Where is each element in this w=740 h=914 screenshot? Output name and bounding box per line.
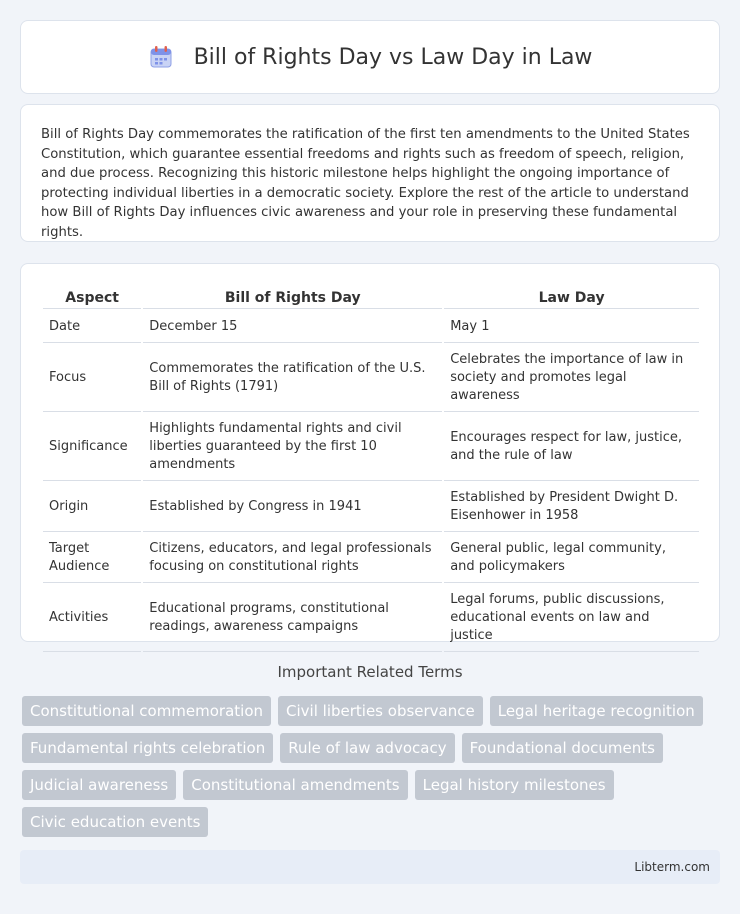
related-term-tag[interactable]: Fundamental rights celebration [22,733,273,763]
table-row [43,414,699,481]
row-bill-of-rights-value: Commemorates the ratification of the U.S. Bill of Rights (1791) [143,345,442,412]
row-law-day-value: Legal forums, public discussions, educational events on law and justice [444,585,699,652]
row-aspect: Origin [43,483,141,532]
footer-brand-link[interactable]: Libterm.com [634,860,710,874]
table-row [43,345,699,412]
related-term-tag[interactable]: Civil liberties observance [278,696,483,726]
comparison-table [41,282,701,654]
intro-card [20,104,720,242]
related-term-tag[interactable]: Judicial awareness [22,770,176,800]
row-aspect: Focus [43,345,141,412]
row-bill-of-rights-value: Highlights fundamental rights and civil liberties guaranteed by the first 10 amendments [143,414,442,481]
row-law-day-value: Established by President Dwight D. Eisenhower in 1958 [444,483,699,532]
related-term-tag[interactable]: Constitutional commemoration [22,696,271,726]
related-terms-list [22,696,722,844]
row-bill-of-rights-value: December 15 [143,311,442,343]
row-aspect: Date [43,311,141,343]
row-aspect: Activities [43,585,141,652]
row-aspect: Target Audience [43,534,141,583]
related-term-tag[interactable]: Legal history milestones [415,770,614,800]
header-bill-of-rights-day: Bill of Rights Day [143,284,442,309]
table-row [43,311,699,343]
related-terms-title: Important Related Terms [277,663,463,681]
table-row [43,483,699,532]
row-law-day-value: Encourages respect for law, justice, and the rule of law [444,414,699,481]
intro-paragraph: Bill of Rights Day commemorates the ratification of the first ten amendments to the United States Constitution, which guarantee essential freedoms and rights such as freedom of speech, religion, and due process. Recognizing this historic milestone helps highlight the ongoing importance of protecting individual liberties in a democratic society. Explore the rest of the article to understand how Bill of Rights Day influences civic awareness and your role in preserving these fundamental rights. [41,127,690,240]
header-aspect: Aspect [43,284,141,309]
related-term-tag[interactable]: Constitutional amendments [183,770,407,800]
related-term-tag[interactable]: Legal heritage recognition [490,696,703,726]
row-law-day-value: May 1 [444,311,699,343]
row-bill-of-rights-value: Established by Congress in 1941 [143,483,442,532]
table-row [43,534,699,583]
row-law-day-value: General public, legal community, and policymakers [444,534,699,583]
related-term-tag[interactable]: Rule of law advocacy [280,733,454,763]
related-term-tag[interactable]: Foundational documents [462,733,663,763]
calendar-icon [148,44,174,70]
row-aspect: Significance [43,414,141,481]
related-term-tag[interactable]: Civic education events [22,807,208,837]
footer [20,850,720,884]
table-header-row [43,284,699,309]
row-law-day-value: Celebrates the importance of law in society and promotes legal awareness [444,345,699,412]
row-bill-of-rights-value: Citizens, educators, and legal professionals focusing on constitutional rights [143,534,442,583]
comparison-card [20,263,720,642]
header-law-day: Law Day [444,284,699,309]
table-row [43,585,699,652]
title-card [20,20,720,94]
row-bill-of-rights-value: Educational programs, constitutional readings, awareness campaigns [143,585,442,652]
page-title: Bill of Rights Day vs Law Day in Law [193,44,593,70]
